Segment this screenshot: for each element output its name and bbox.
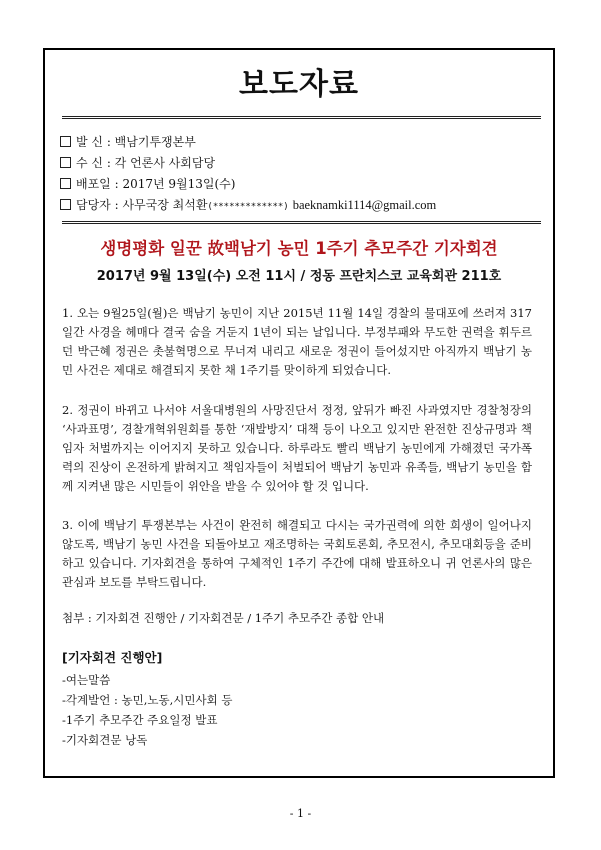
headline: 생명평화 일꾼 故백남기 농민 1주기 추모주간 기자회견 bbox=[100, 239, 498, 258]
masked-phone: (*************) bbox=[207, 202, 289, 212]
program-item: -여는말씀 bbox=[62, 673, 111, 687]
meta-label: 담당자 bbox=[76, 198, 111, 212]
meta-sender: 발 신 : 백남기투쟁본부 bbox=[60, 132, 436, 153]
meta-value: 2017년 9월13일(수) bbox=[122, 177, 236, 191]
meta-label: 배포일 bbox=[76, 177, 111, 191]
meta-label: 발 신 bbox=[76, 135, 103, 149]
checkbox-icon bbox=[60, 136, 71, 147]
top-divider bbox=[62, 116, 541, 119]
paragraph-2: 2. 정권이 바뀌고 나서야 서울대병원의 사망진단서 정정, 앞뒤가 빠진 사과였지만 경찰청장의 ‘사과표명’, 경찰개혁위원회를 통한 ‘재발방지’ 대책 등이 나오고 있지만 완전한 진상규명과 책임자 처벌까지는 이어지지 못하고 있습니다. 하루라도 빨리 백남기 농민에게 가해졌던 국가폭력의 진상이 온전하게 밝혀지고 책임자들이 처벌되어 백남기 농민과 유족들, 백남기 농민을 함께 지켜낸 많은 시민들이 위안을 받을 수 있어야 할 것 입니다. bbox=[62, 403, 532, 493]
meta-value: 사무국장 최석환 bbox=[122, 198, 208, 212]
document-frame bbox=[43, 48, 555, 778]
meta-block bbox=[60, 132, 436, 218]
meta-value: 백남기투쟁본부 bbox=[114, 135, 196, 149]
program-title: [기자회견 진행안] bbox=[62, 650, 163, 665]
paragraph-3: 3. 이에 백남기 투쟁본부는 사건이 완전히 해결되고 다시는 국가권력에 의한 희생이 일어나지 않도록, 백남기 농민 사건을 되돌아보고 재조명하는 국회토론회, 추모전시, 추모대회등을 준비하고 있습니다. 기자회견을 통하여 구체적인 1주기 주간에 대해 발표하오니 귀 언론사의 많은 관심과 보도를 부탁드립니다. bbox=[62, 518, 532, 589]
attachment-note: 첨부 : 기자회견 진행안 / 기자회견문 / 1주기 추모주간 종합 안내 bbox=[62, 611, 385, 625]
subheadline: 2017년 9월 13일(수) 오전 11시 / 정동 프란치스코 교육회관 211호 bbox=[96, 269, 502, 284]
program-item: -1주기 추모주간 주요일정 발표 bbox=[62, 713, 218, 727]
checkbox-icon bbox=[60, 157, 71, 168]
paragraph-1: 1. 오는 9월25일(월)은 백남기 농민이 지난 2015년 11월 14일 경찰의 물대포에 쓰러져 317일간 사경을 헤매다 결국 숨을 거둔지 1년이 되는 날입니다. 부정부패와 무도한 권력을 휘두르던 박근혜 정권은 촛불혁명으로 무너져 내리고 새로운 정권이 들어섰지만 아직까지 백남기 농민 사건은 제대로 해결되지 못한 채 1주기를 맞이하게 되었습니다. bbox=[62, 306, 532, 377]
program-list bbox=[62, 670, 232, 750]
meta-date: 배포일 : 2017년 9월13일(수) bbox=[60, 174, 436, 195]
checkbox-icon bbox=[60, 178, 71, 189]
checkbox-icon bbox=[60, 199, 71, 210]
meta-value: 각 언론사 사회담당 bbox=[114, 156, 216, 170]
program-item: -기자회견문 낭독 bbox=[62, 733, 148, 747]
meta-contact: 담당자 : 사무국장 최석환(*************) baeknamki1114@gmail.com bbox=[60, 195, 436, 218]
meta-label: 수 신 bbox=[76, 156, 103, 170]
program-item: -각계발언 : 농민,노동,시민사회 등 bbox=[62, 693, 233, 707]
meta-recipient: 수 신 : 각 언론사 사회담당 bbox=[60, 153, 436, 174]
document-title: 보도자료 bbox=[239, 67, 359, 102]
contact-email: baeknamki1114@gmail.com bbox=[292, 198, 437, 212]
middle-divider bbox=[62, 221, 541, 224]
page-number: - 1 - bbox=[289, 807, 312, 820]
